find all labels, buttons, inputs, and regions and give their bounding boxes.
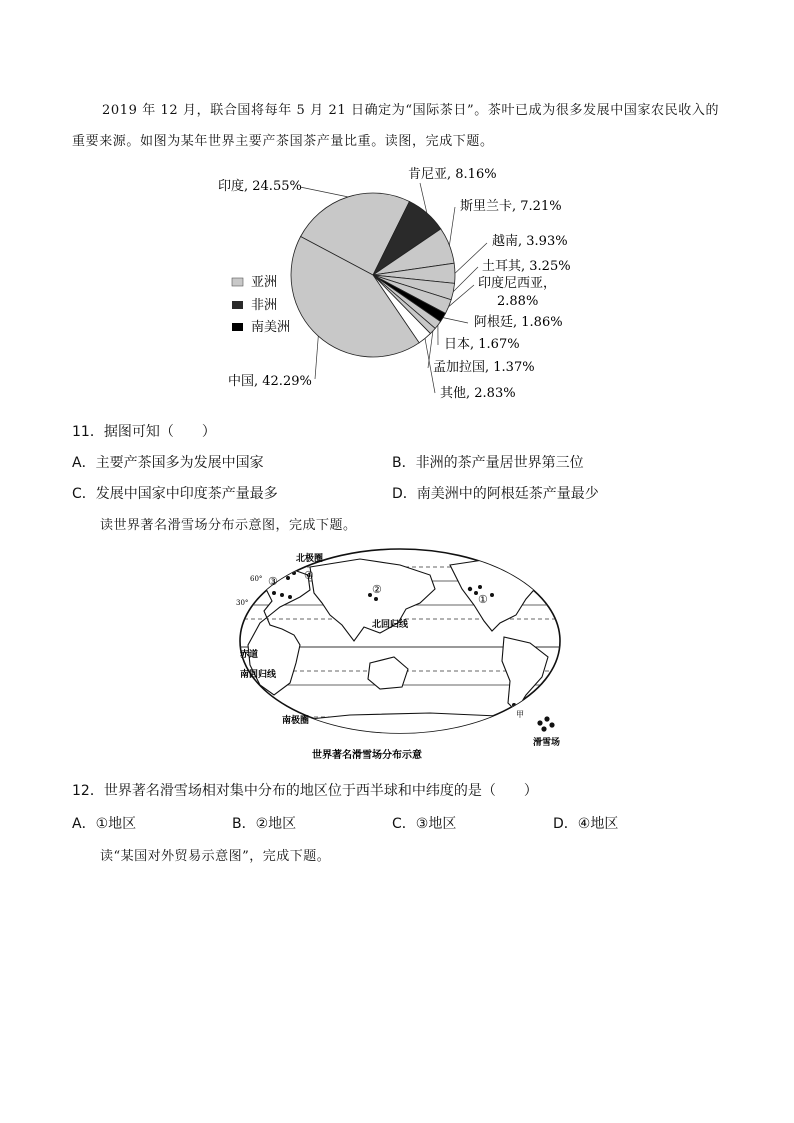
marker-1: ① (478, 593, 488, 606)
intro-line-1: 2019 年 12 月，联合国将每年 5 月 21 日确定为“国际茶日”。茶叶已成为很多发展中国家农民收入的 (102, 103, 720, 118)
map-caption: 世界著名滑雪场分布示意 (312, 750, 422, 761)
label-others: 其他, 2.83% (440, 386, 516, 401)
legend-swatch-asia (232, 278, 243, 286)
legend-ski-dots-icon (537, 716, 554, 731)
pie-slices (291, 193, 455, 357)
question-11-stem: 11．据图可知（ ） (72, 424, 216, 440)
pie-legend (232, 275, 290, 335)
q11-option-b[interactable]: B．非洲的茶产量居世界第三位 (392, 455, 584, 471)
legend-swatch-africa (232, 301, 243, 309)
marker-4: ④ (304, 569, 314, 582)
legend-africa: 非洲 (251, 298, 278, 313)
label-indonesia: 印度尼西亚， (478, 276, 557, 291)
legend-ski-resort: 滑雪场 (533, 738, 561, 748)
label-lat60: 60° (250, 575, 263, 583)
leader-line-印度 (300, 187, 348, 197)
label-bangladesh: 孟加拉国, 1.37% (433, 360, 535, 375)
q12-option-b[interactable]: B．②地区 (232, 816, 297, 832)
label-kenya: 肯尼亚, 8.16% (408, 167, 497, 182)
label-vietnam: 越南, 3.93% (492, 234, 568, 249)
label-tropic-north: 北回归线 (372, 620, 409, 630)
label-equator: 赤道 (240, 650, 259, 660)
marker-3: ③ (268, 575, 278, 588)
marker-2: ② (372, 583, 382, 596)
leader-line-斯里兰卡 (449, 207, 455, 245)
label-argentina: 阿根廷, 1.86% (474, 315, 563, 330)
label-japan: 日本, 1.67% (444, 337, 520, 352)
legend-south-america: 南美洲 (251, 320, 291, 335)
label-indonesia-pct: 2.88% (497, 294, 539, 309)
legend-swatch-south-america (232, 323, 243, 331)
label-india: 印度, 24.55% (218, 179, 302, 194)
label-lat30: 30° (236, 599, 249, 607)
legend-asia: 亚洲 (251, 275, 278, 290)
label-jia: 甲 (516, 710, 524, 719)
trade-lead-text: 读“某国对外贸易示意图”，完成下题。 (100, 849, 331, 864)
ski-resort-world-map (230, 545, 570, 765)
q11-option-c[interactable]: C．发展中国家中印度茶产量最多 (72, 486, 278, 502)
q11-option-d[interactable]: D．南美洲中的阿根廷茶产量最少 (392, 486, 599, 502)
leader-line-中国 (315, 336, 318, 379)
q12-option-d[interactable]: D．④地区 (553, 816, 619, 832)
map-legend (533, 716, 560, 748)
tea-pie-chart (0, 165, 794, 405)
q12-option-a[interactable]: A．①地区 (72, 816, 137, 832)
leader-line-阿根廷 (443, 318, 468, 323)
leader-line-土耳其 (453, 267, 478, 292)
map-lead-text: 读世界著名滑雪场分布示意图，完成下题。 (100, 518, 357, 533)
label-srilanka: 斯里兰卡, 7.21% (460, 199, 562, 214)
label-turkey: 土耳其, 3.25% (482, 259, 571, 274)
label-tropic-south: 南回归线 (240, 670, 277, 680)
label-arctic-circle: 北极圈 (296, 554, 324, 564)
q12-option-c[interactable]: C．③地区 (392, 816, 457, 832)
q11-option-a[interactable]: A．主要产茶国多为发展中国家 (72, 455, 264, 471)
question-12-stem: 12．世界著名滑雪场相对集中分布的地区位于西半球和中纬度的是（ ） (72, 783, 538, 799)
intro-line-2: 重要来源。如图为某年世界主要产茶国茶产量比重。读图，完成下题。 (72, 134, 494, 149)
intro-paragraph (72, 95, 732, 157)
label-antarctic-circle: 南极圈 (282, 716, 310, 726)
label-china: 中国, 42.29% (228, 374, 312, 389)
